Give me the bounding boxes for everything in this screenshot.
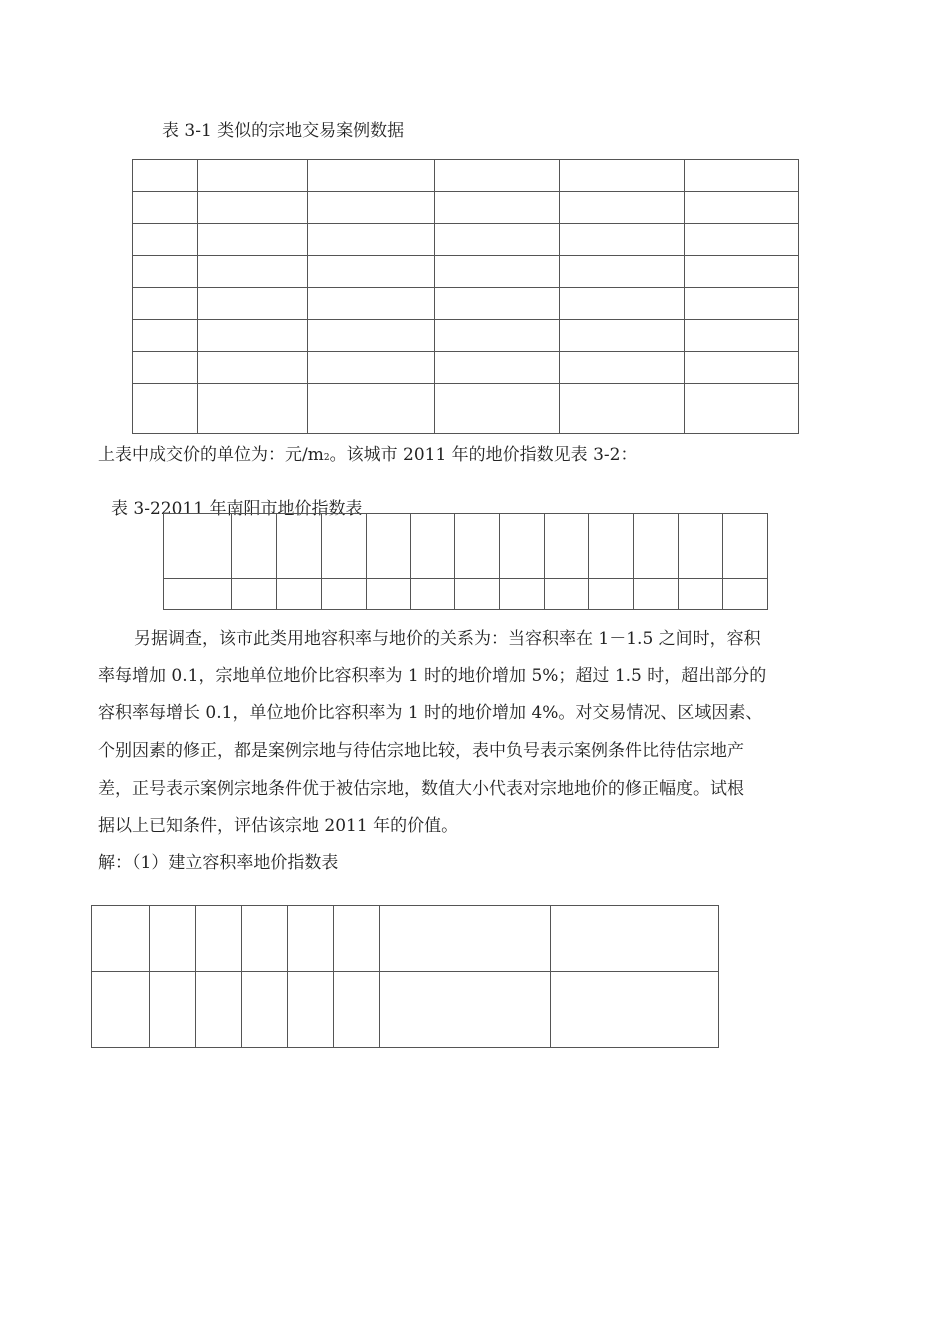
- table-cell: [560, 288, 685, 320]
- table-cell: [379, 906, 551, 972]
- table-cell: [545, 514, 589, 579]
- table-cell: [560, 192, 685, 224]
- table-cell: [195, 972, 241, 1048]
- volume-ratio-index-table: [91, 905, 719, 1048]
- table-cell: [195, 906, 241, 972]
- table-cell: [307, 384, 434, 434]
- paragraph-line: 据以上已知条件，评估该宗地 2011 年的价值。: [98, 816, 459, 836]
- table-3-2: [163, 513, 768, 610]
- table-cell: [164, 579, 232, 610]
- paragraph-line: 个别因素的修正，都是案例宗地与待估宗地比较，表中负号表示案例条件比待估宗地产: [98, 741, 744, 761]
- table-cell: [560, 320, 685, 352]
- table-cell: [133, 384, 198, 434]
- table-cell: [685, 320, 799, 352]
- table-cell: [197, 320, 307, 352]
- table-cell: [685, 224, 799, 256]
- table-cell: [545, 579, 589, 610]
- table-cell: [241, 972, 287, 1048]
- table-cell: [149, 972, 195, 1048]
- unit-note-text-2: 。该城市 2011 年的地价指数见表 3-2：: [329, 445, 638, 465]
- table-cell: [197, 224, 307, 256]
- table-cell: [321, 579, 366, 610]
- table-cell: [133, 256, 198, 288]
- table-cell: [133, 320, 198, 352]
- table-cell: [634, 514, 679, 579]
- table-cell: [434, 352, 560, 384]
- table-cell: [197, 160, 307, 192]
- table-cell: [366, 579, 410, 610]
- table-cell: [560, 160, 685, 192]
- table-cell: [551, 906, 719, 972]
- table-cell: [307, 224, 434, 256]
- table-cell: [133, 352, 198, 384]
- table-cell: [307, 256, 434, 288]
- table-cell: [434, 320, 560, 352]
- table-cell: [287, 906, 333, 972]
- paragraph-line: 率每增加 0.1，宗地单位地价比容积率为 1 时的地价增加 5%；超过 1.5 时，超出部分的: [98, 666, 767, 686]
- table-cell: [634, 579, 679, 610]
- table-cell: [679, 579, 723, 610]
- table-cell: [685, 352, 799, 384]
- table-cell: [434, 288, 560, 320]
- table-cell: [149, 906, 195, 972]
- table-cell: [434, 192, 560, 224]
- table-cell: [500, 514, 545, 579]
- table-cell: [410, 579, 455, 610]
- table-cell: [307, 288, 434, 320]
- table-cell: [685, 256, 799, 288]
- table-cell: [197, 288, 307, 320]
- table-cell: [434, 160, 560, 192]
- table-cell: [410, 514, 455, 579]
- table-cell: [133, 192, 198, 224]
- table-cell: [321, 514, 366, 579]
- table-cell: [500, 579, 545, 610]
- table-cell: [685, 192, 799, 224]
- table-cell: [307, 192, 434, 224]
- table-cell: [133, 288, 198, 320]
- table-cell: [276, 514, 321, 579]
- table-cell: [551, 972, 719, 1048]
- table-cell: [366, 514, 410, 579]
- table-cell: [92, 972, 150, 1048]
- table-cell: [685, 288, 799, 320]
- table-cell: [560, 384, 685, 434]
- table-cell: [133, 160, 198, 192]
- table-cell: [333, 972, 379, 1048]
- table-cell: [307, 320, 434, 352]
- table-cell: [434, 224, 560, 256]
- table-cell: [679, 514, 723, 579]
- table-cell: [197, 352, 307, 384]
- paragraph-line: 容积率每增长 0.1，单位地价比容积率为 1 时的地价增加 4%。对交易情况、区域因素、: [98, 703, 763, 723]
- solution-heading: 解：（1）建立容积率地价指数表: [98, 853, 339, 873]
- table-cell: [434, 384, 560, 434]
- table-cell: [197, 384, 307, 434]
- table2-caption: 表 3-22011 年南阳市地价指数表: [111, 499, 363, 519]
- table-cell: [197, 256, 307, 288]
- table-cell: [434, 256, 560, 288]
- table1-caption: 表 3-1 类似的宗地交易案例数据: [162, 121, 405, 141]
- table-cell: [307, 160, 434, 192]
- table-cell: [560, 352, 685, 384]
- table-cell: [241, 906, 287, 972]
- unit-note-text: 上表中成交价的单位为：元/m: [98, 445, 324, 465]
- table-cell: [197, 192, 307, 224]
- table-cell: [133, 224, 198, 256]
- table-cell: [92, 906, 150, 972]
- paragraph-line: 差，正号表示案例宗地条件优于被估宗地，数值大小代表对宗地地价的修正幅度。试根: [98, 779, 744, 799]
- table-cell: [560, 256, 685, 288]
- table-cell: [589, 514, 634, 579]
- table-cell: [379, 972, 551, 1048]
- table-cell: [333, 906, 379, 972]
- table-cell: [723, 579, 768, 610]
- unit-note: [98, 440, 637, 465]
- table-cell: [231, 514, 276, 579]
- table-cell: [723, 514, 768, 579]
- paragraph-line: 另据调查，该市此类用地容积率与地价的关系为：当容积率在 1－1.5 之间时，容积: [134, 629, 761, 649]
- table-cell: [276, 579, 321, 610]
- table-cell: [455, 514, 500, 579]
- table-cell: [560, 224, 685, 256]
- table-cell: [164, 514, 232, 579]
- table-cell: [287, 972, 333, 1048]
- table-cell: [231, 579, 276, 610]
- table-3-1: [132, 159, 799, 434]
- unit-superscript: 2: [323, 453, 330, 463]
- table-cell: [685, 384, 799, 434]
- table-cell: [455, 579, 500, 610]
- table-cell: [589, 579, 634, 610]
- table-cell: [307, 352, 434, 384]
- table-cell: [685, 160, 799, 192]
